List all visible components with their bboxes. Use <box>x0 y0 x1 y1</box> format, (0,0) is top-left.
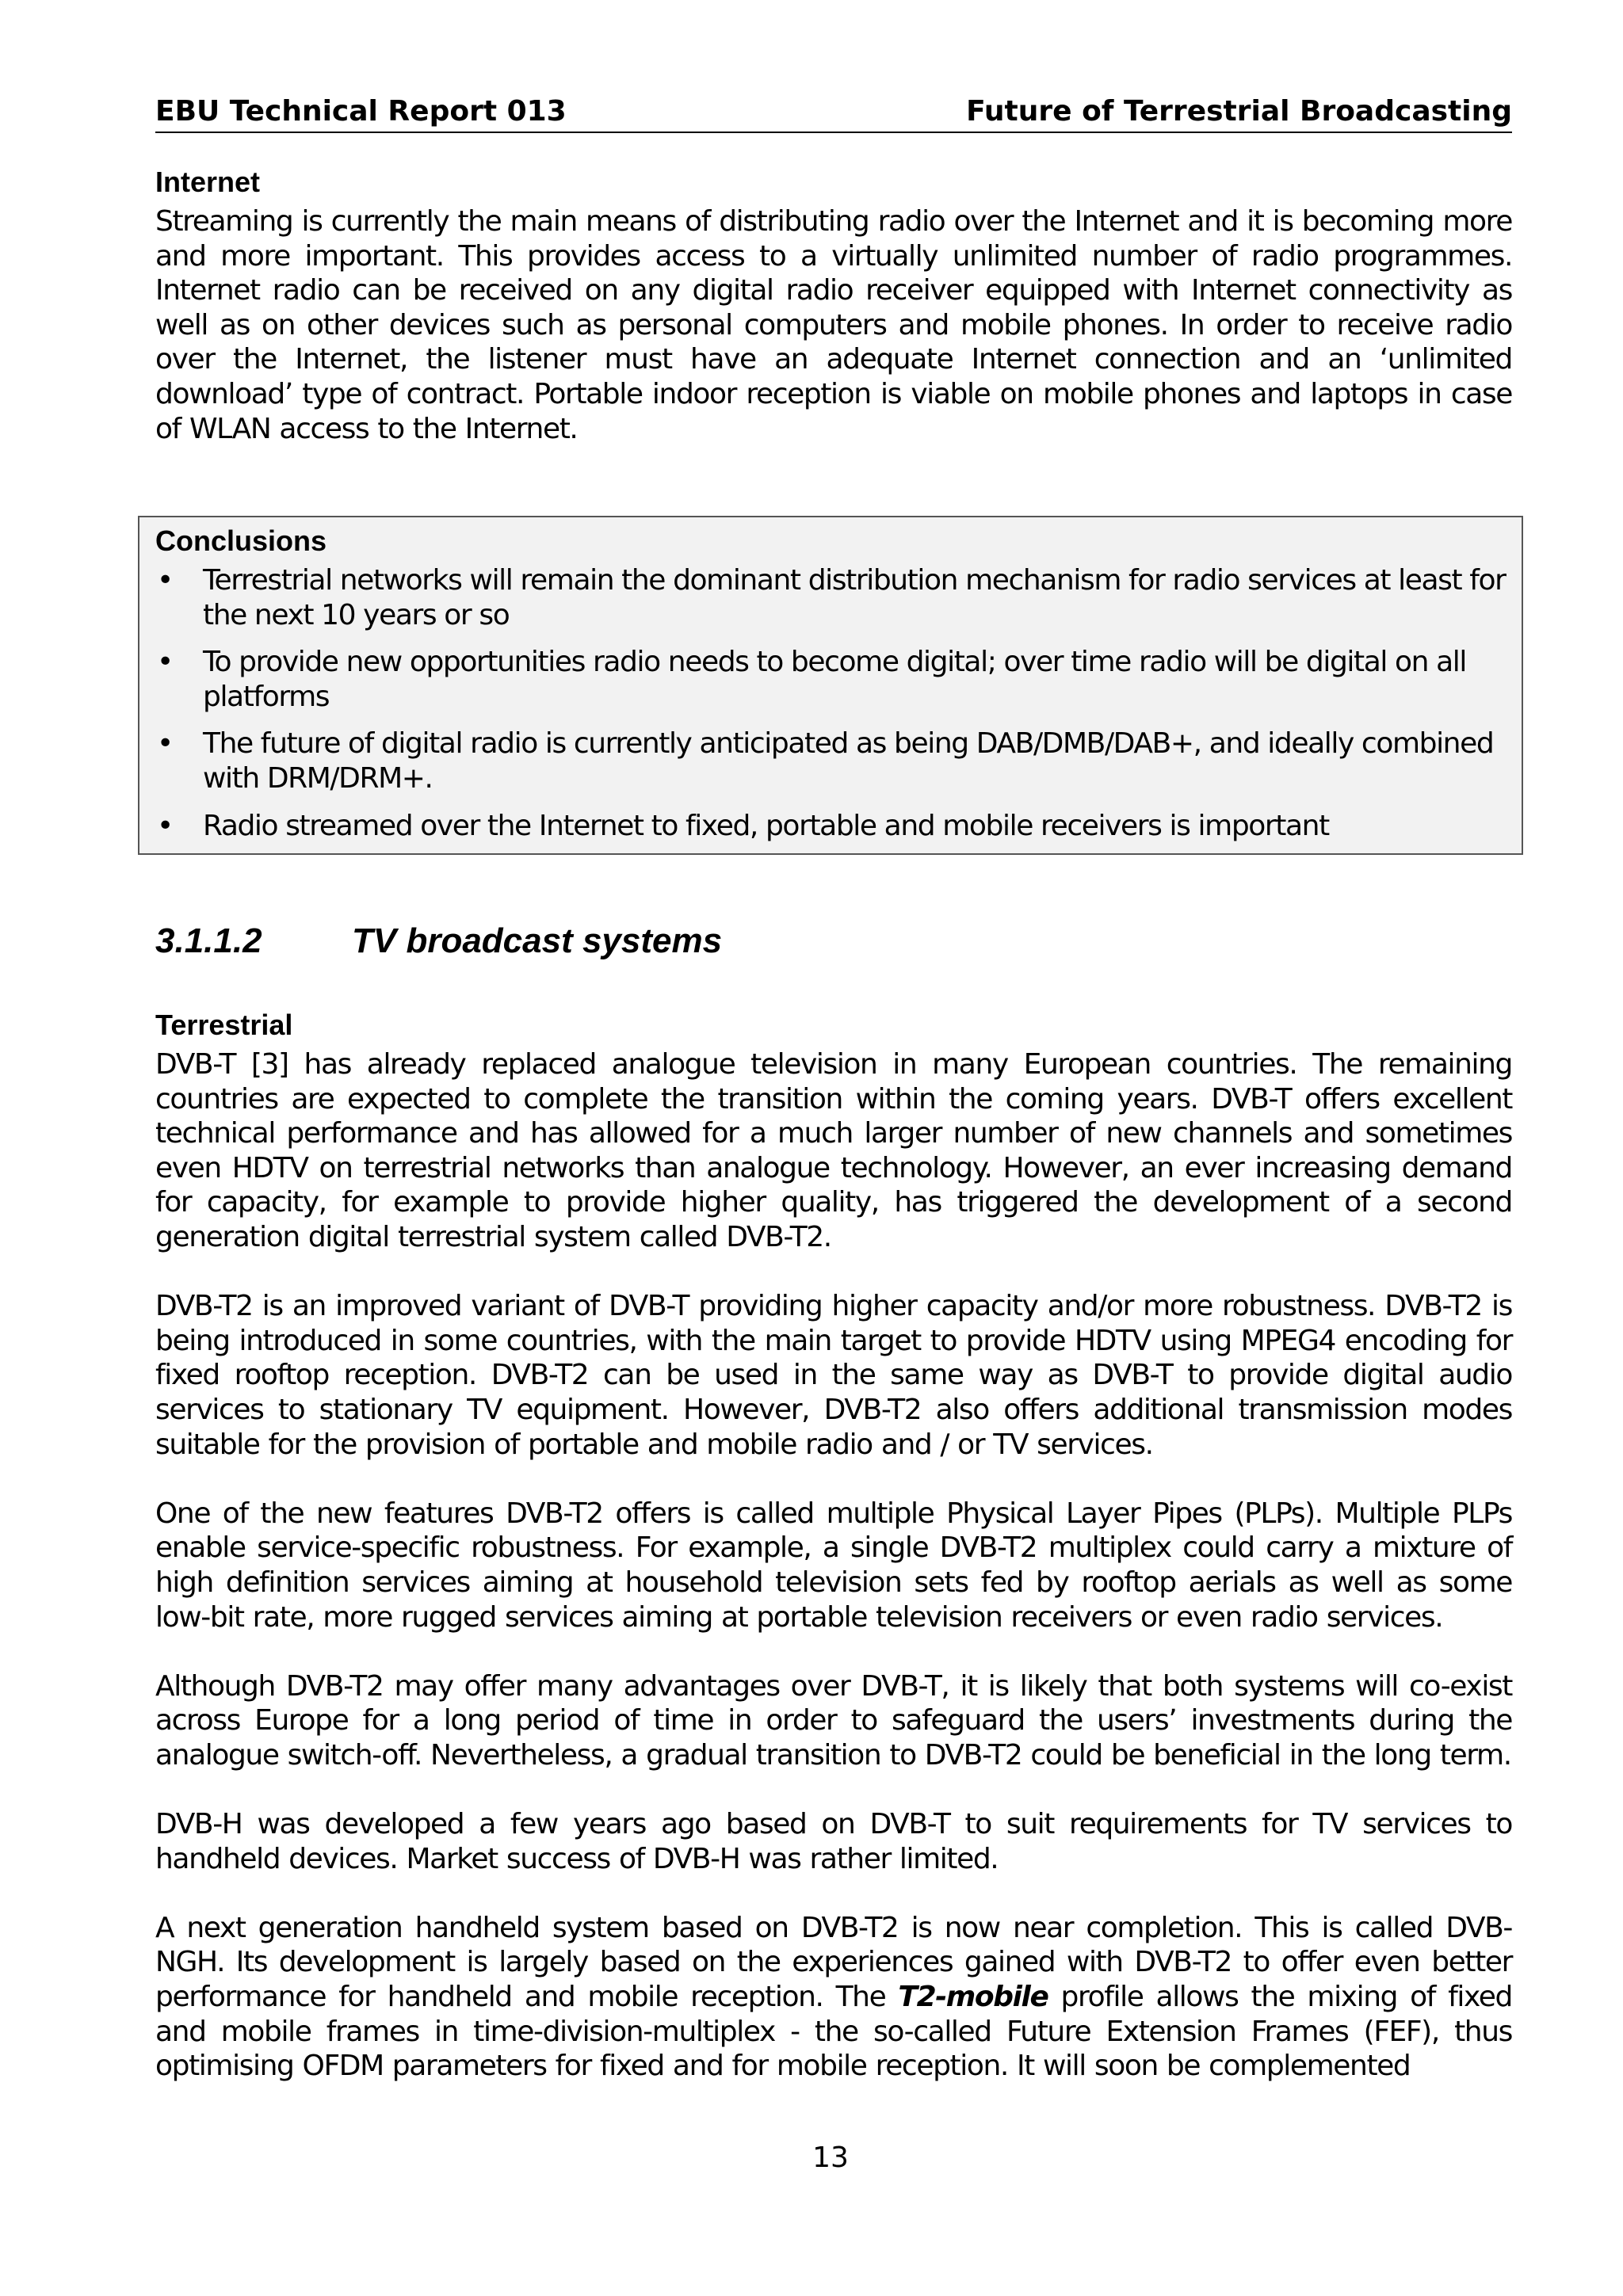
section-number: 3.1.1.2 <box>155 921 262 960</box>
terrestrial-heading: Terrestrial <box>155 1009 293 1041</box>
terrestrial-paragraph: One of the new features DVB-T2 offers is called multiple Physical Layer Pipes (PLPs). Multiple PLPs enable service-specific robustness. For example, a single DVB-T2 multiplex could carry a mixture of high definition services aiming at household television sets fed by rooftop aerials as well as some low-bit rate, more rugged services aiming at portable television receivers or even radio services. <box>155 1497 1512 1634</box>
section-heading <box>155 919 722 963</box>
terrestrial-paragraph: Although DVB-T2 may offer many advantages over DVB-T, it is likely that both systems will co-exist across Europe for a long period of time in order to safeguard the users’ investments during the analogue switch-off. Nevertheless, a gradual transition to DVB-T2 could be beneficial in the long term. <box>155 1669 1512 1772</box>
conclusions-title: Conclusions <box>155 524 327 557</box>
conclusion-text: The future of digital radio is currently anticipated as being DAB/DMB/DAB+, and ideally combined with DRM/DRM+. <box>203 727 1494 795</box>
section-title: TV broadcast systems <box>352 921 723 960</box>
terrestrial-paragraph-last <box>155 1911 1512 2084</box>
internet-section <box>155 165 1512 446</box>
running-header <box>155 93 1512 133</box>
t2-mobile-emphasis: T2-mobile <box>898 1981 1048 2014</box>
conclusion-text: To provide new opportunities radio needs to become digital; over time radio will be digital on all platforms <box>203 646 1466 713</box>
bullet-icon: • <box>157 564 173 597</box>
terrestrial-paragraph: DVB-H was developed a few years ago based on DVB-T to suit requirements for TV services to handheld devices. Market success of DVB-H was rather limited. <box>155 1808 1512 1875</box>
conclusions-box <box>138 516 1523 855</box>
conclusion-text: Radio streamed over the Internet to fixed, portable and mobile receivers is important <box>203 809 1329 842</box>
conclusion-item <box>155 809 1509 844</box>
bullet-icon: • <box>157 646 173 679</box>
conclusion-text: Terrestrial networks will remain the dominant distribution mechanism for radio services at least for the next 10 years or so <box>203 564 1506 631</box>
paragraph-text: profile allows the mixing of fixed and mobile frames in time-division-multiplex - the so-called Future Extension Frames (FEF), thus optimising OFDM parameters for fixed and for mobile reception. It will soon be complemented <box>155 1981 1512 2083</box>
terrestrial-paragraph: DVB-T [3] has already replaced analogue television in many European countries. The remaining countries are expected to complete the transition within the coming years. DVB-T offers excellent technical performance and has allowed for a much larger number of new channels and sometimes even HDTV on terrestrial networks than analogue technology. However, an ever increasing demand for capacity, for example to provide higher quality, has triggered the development of a second generation digital terrestrial system called DVB-T2. <box>155 1048 1512 1253</box>
bullet-icon: • <box>157 809 173 842</box>
conclusion-item <box>155 727 1509 795</box>
paragraph-text: A next generation handheld system based on DVB-T2 is now near completion. This is called DVB-NGH. Its development is largely based on the experiences gained with DVB-T2 to offer even better performance for handheld and mobile reception. The <box>155 1911 1512 2014</box>
conclusions-list <box>155 563 1509 843</box>
conclusion-item <box>155 563 1509 632</box>
internet-heading: Internet <box>155 166 261 198</box>
document-title: Future of Terrestrial Broadcasting <box>966 95 1512 128</box>
report-title: EBU Technical Report 013 <box>155 95 567 128</box>
conclusion-item <box>155 645 1509 714</box>
terrestrial-section <box>155 1008 1512 2084</box>
bullet-icon: • <box>157 727 173 761</box>
page-number: 13 <box>812 2142 849 2174</box>
running-header-container <box>155 93 1512 133</box>
terrestrial-paragraph: DVB-T2 is an improved variant of DVB-T providing higher capacity and/or more robustness. DVB-T2 is being introduced in some countries, with the main target to provide HDTV using MPEG4 encoding for fixed rooftop reception. DVB-T2 can be used in the same way as DVB-T to provide digital audio services to stationary TV equipment. However, DVB-T2 also offers additional transmission modes suitable for the provision of portable and mobile radio and / or TV services. <box>155 1290 1512 1461</box>
internet-paragraph: Streaming is currently the main means of distributing radio over the Internet and it is becoming more and more important. This provides access to a virtually unlimited number of radio programmes. Internet radio can be received on any digital radio receiver equipped with Internet connectivity as well as on other devices such as personal computers and mobile phones. In order to receive radio over the Internet, the listener must have an adequate Internet connection and an ‘unlimited download’ type of contract. Portable indoor reception is viable on mobile phones and laptops in case of WLAN access to the Internet. <box>155 205 1512 445</box>
